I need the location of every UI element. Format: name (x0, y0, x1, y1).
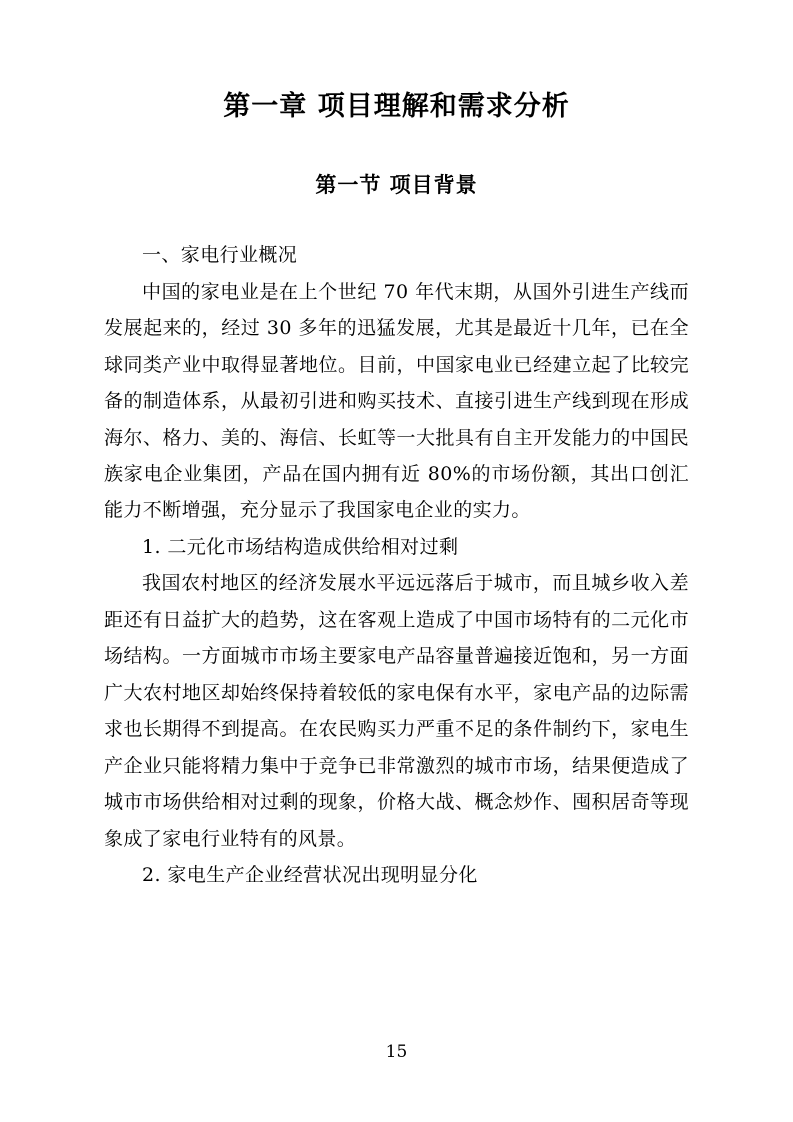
paragraph: 中国的家电业是在上个世纪 70 年代末期，从国外引进生产线而发展起来的，经过 30 多年的迅猛发展，尤其是最近十几年，已在全球同类产业中取得显著地位。目前，中国家电业已经建立起了比较完备的制造体系，从最初引进和购买技术、直接引进生产线到现在形成海尔、格力、美的、海信、长虹等一大批具有自主开发能力的中国民族家电企业集团，产品在国内拥有近 80%的市场份额，其出口创汇能力不断增强，充分显示了我国家电企业的实力。 (104, 280, 689, 522)
paragraph: 我国农村地区的经济发展水平远远落后于城市，而且城乡收入差距还有日益扩大的趋势，这在客观上造成了中国市场特有的二元化市场结构。一方面城市市场主要家电产品容量普遍接近饱和，另一方面广大农村地区却始终保持着较低的家电保有水平，家电产品的边际需求也长期得不到提高。在农民购买力严重不足的条件制约下，家电生产企业只能将精力集中于竞争已非常激烈的城市市场，结果便造成了城市市场供给相对过剩的现象，价格大战、概念炒作、囤积居奇等现象成了家电行业特有的风景。 (104, 572, 689, 850)
paragraph: 1. 二元化市场结构造成供给相对过剩 (142, 535, 459, 558)
section-title: 第一节 项目背景 (315, 171, 478, 197)
body-content (104, 237, 689, 893)
paragraph: 2. 家电生产企业经营状况出现明显分化 (142, 864, 478, 887)
paragraph: 一、家电行业概况 (142, 244, 298, 267)
chapter-title: 第一章 项目理解和需求分析 (223, 91, 570, 122)
page-number: 15 (385, 1042, 408, 1062)
